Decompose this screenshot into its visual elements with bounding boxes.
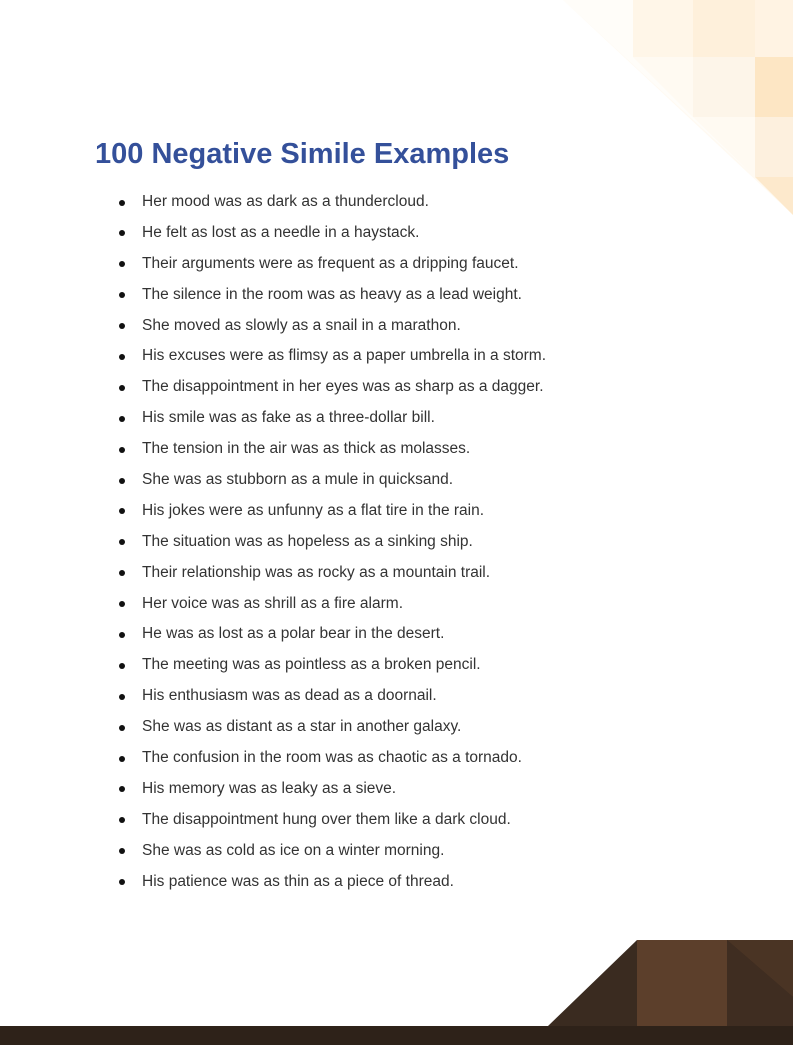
list-item-text: His excuses were as flimsy as a paper umbrella in a storm. [142,347,547,365]
list-item-text: She was as stubborn as a mule in quicksand. [142,471,454,489]
list-item [0,743,546,774]
list-item [0,558,546,589]
top-corner-decoration [563,0,793,220]
list-item-text: She was as distant as a star in another galaxy. [142,718,462,736]
list-item [0,372,546,403]
list-item [0,589,546,620]
list-item [0,341,546,372]
page-title: 100 Negative Simile Examples [95,138,510,170]
bullet-icon [119,385,125,391]
list-item-text: His memory was as leaky as a sieve. [142,779,397,797]
bullet-icon [119,663,125,669]
list-item [0,187,546,218]
list-item-text: The meeting was as pointless as a broken pencil. [142,656,481,674]
list-item-text: His enthusiasm was as dead as a doornail. [142,687,437,705]
list-item-text: She moved as slowly as a snail in a marathon. [142,316,461,334]
list-item-text: He felt as lost as a needle in a haystack. [142,223,420,241]
list-item-text: The situation was as hopeless as a sinking ship. [142,532,473,550]
bullet-icon [119,230,125,236]
list-item [0,681,546,712]
list-item [0,249,546,280]
list-item [0,403,546,434]
list-item [0,650,546,681]
bullet-icon [119,725,125,731]
list-item-text: Her mood was as dark as a thundercloud. [142,193,429,210]
simile-list [0,187,546,897]
list-item [0,496,546,527]
list-item [0,311,546,342]
list-item [0,867,546,898]
bullet-icon [119,323,125,329]
bullet-icon [119,601,125,607]
list-item-text: Their relationship was as rocky as a mountain trail. [142,563,491,581]
list-item-text: His jokes were as unfunny as a flat tire in the rain. [142,501,485,519]
list-item [0,527,546,558]
bullet-icon [119,508,125,514]
list-item-text: She was as cold as ice on a winter morning. [142,841,445,859]
list-item [0,280,546,311]
bottom-corner-decoration [0,935,793,1045]
list-item-text: His patience was as thin as a piece of thread. [142,872,454,890]
list-item [0,774,546,805]
bullet-icon [119,539,125,545]
list-item-text: Their arguments were as frequent as a dripping faucet. [142,254,519,272]
bullet-icon [119,354,125,360]
bullet-icon [119,200,125,206]
list-item [0,619,546,650]
list-item [0,218,546,249]
bullet-icon [119,632,125,638]
bullet-icon [119,756,125,762]
bullet-icon [119,879,125,885]
bullet-icon [119,292,125,298]
list-item [0,836,546,867]
bullet-icon [119,817,125,823]
bullet-icon [119,570,125,576]
bullet-icon [119,447,125,453]
list-item-text: The silence in the room was as heavy as a lead weight. [142,285,522,303]
list-item [0,465,546,496]
list-item-text: The disappointment hung over them like a dark cloud. [142,810,511,828]
bullet-icon [119,848,125,854]
bullet-icon [119,786,125,792]
list-item-text: The confusion in the room was as chaotic as a tornado. [142,749,522,767]
list-item-text: The tension in the air was as thick as molasses. [142,440,471,458]
list-item [0,434,546,465]
list-item-text: Her voice was as shrill as a fire alarm. [142,594,403,612]
bullet-icon [119,694,125,700]
list-item-text: The disappointment in her eyes was as sharp as a dagger. [142,378,544,396]
bullet-icon [119,416,125,422]
bullet-icon [119,261,125,267]
bullet-icon [119,478,125,484]
list-item [0,712,546,743]
list-item [0,805,546,836]
list-item-text: He was as lost as a polar bear in the desert. [142,625,445,643]
list-item-text: His smile was as fake as a three-dollar bill. [142,409,435,427]
